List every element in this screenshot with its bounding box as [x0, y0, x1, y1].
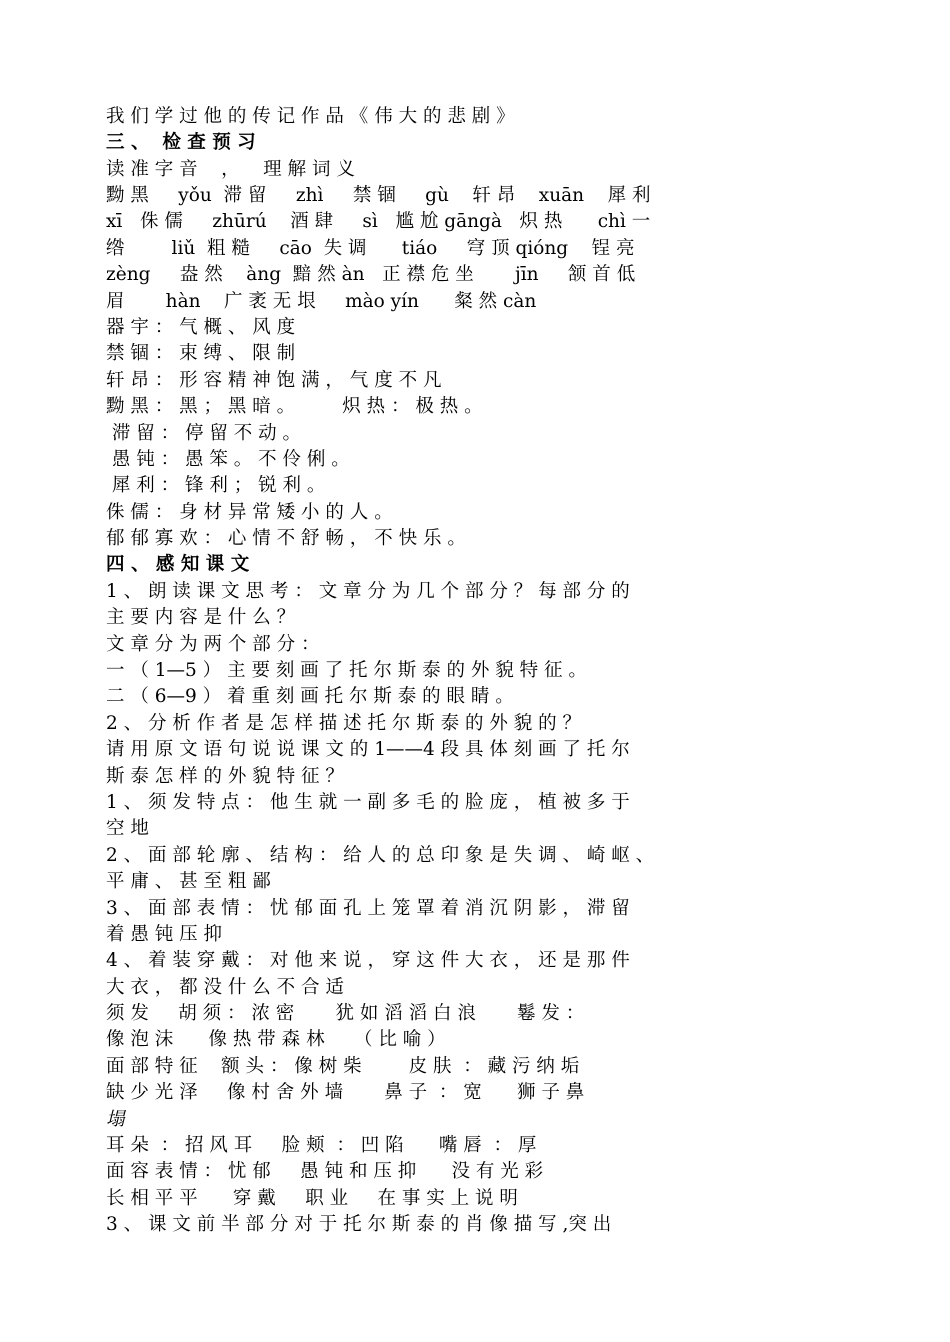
text-line: 犀 利 ： 锋 利 ； 锐 利 。	[106, 475, 326, 496]
text-line: 1 、 朗 读 课 文 思 考 ： 文 章 分 为 几 个 部 分 ？ 每 部 分 的	[106, 581, 630, 602]
text-line: 眉 hàn 广 袤 无 垠 mào yín 粲 然 càn	[106, 291, 537, 312]
text-line: 读 准 字 音 ， 理 解 词 义	[106, 159, 355, 180]
text-line: 禁 锢 ： 束 缚 、 限 制	[106, 343, 296, 364]
text-line: 请 用 原 文 语 句 说 说 课 文 的 1——4 段 具 体 刻 画 了 托 尔	[106, 739, 630, 760]
text-line: 侏 儒 ： 身 材 异 常 矮 小 的 人 。	[106, 502, 393, 523]
text-line: 大 衣 ， 都 没 什 么 不 合 适	[106, 977, 344, 998]
text-line: xī 侏 儒 zhūrú 酒 肆 sì 尴 尬 gāngà 炽 热 chì 一	[106, 211, 651, 232]
text-line: 1 、 须 发 特 点 ： 他 生 就 一 副 多 毛 的 脸 庞 ， 植 被 多 于	[106, 792, 630, 813]
text-line: 3 、 面 部 表 情 ： 忧 郁 面 孔 上 笼 罩 着 消 沉 阴 影 ， 滞 留	[106, 898, 630, 919]
text-line: 耳 朵 ： 招 风 耳 脸 颊 ： 凹 陷 嘴 唇 ： 厚	[106, 1135, 537, 1156]
text-line: 器 宇 ： 气 概 、 风 度	[106, 317, 296, 338]
text-line: 2 、 分 析 作 者 是 怎 样 描 述 托 尔 斯 泰 的 外 貌 的 ？	[106, 713, 582, 734]
text-line: 面 部 特 征 额 头 ： 像 树 柴 皮 肤 ： 藏 污 纳 垢	[106, 1056, 580, 1077]
text-line: 二 （ 6—9 ） 着 重 刻 画 托 尔 斯 泰 的 眼 睛 。	[106, 686, 514, 707]
text-line: 滞 留 ： 停 留 不 动 。	[106, 423, 302, 444]
text-line: 我 们 学 过 他 的 传 记 作 品 《 伟 大 的 悲 剧 》	[106, 106, 515, 127]
text-line: 4 、 着 装 穿 戴 ： 对 他 来 说 ， 穿 这 件 大 衣 ， 还 是 那 件	[106, 950, 630, 971]
text-line: 郁 郁 寡 欢 ： 心 情 不 舒 畅 ， 不 快 乐 。	[106, 528, 466, 549]
text-line: 轩 昂 ： 形 容 精 神 饱 满 ， 气 度 不 凡	[106, 370, 442, 391]
text-line: 平 庸 、 甚 至 粗 鄙	[106, 871, 271, 892]
section-heading-4: 四 、 感 知 课 文	[106, 554, 250, 575]
text-line: 塌	[106, 1109, 125, 1130]
text-line: 一 （ 1—5 ） 主 要 刻 画 了 托 尔 斯 泰 的 外 貌 特 征 。	[106, 660, 587, 681]
text-line: 黝 黑 yǒu 滞 留 zhì 禁 锢 gù 轩 昂 xuān 犀 利	[106, 185, 651, 206]
text-line: 绺 liǔ 粗 糙 cāo 失 调 tiáo 穹 顶 qióng 锃 亮	[106, 238, 635, 259]
text-line: 斯 泰 怎 样 的 外 貌 特 征 ？	[106, 766, 344, 787]
text-line: zèng 盎 然 àng 黯 然 àn 正 襟 危 坐 jīn 颔 首 低	[106, 264, 636, 285]
text-line: 须 发 胡 须 ： 浓 密 犹 如 滔 滔 白 浪 鬈 发 ：	[106, 1003, 585, 1024]
text-line: 长 相 平 平 穿 戴 职 业 在 事 实 上 说 明	[106, 1188, 518, 1209]
text-line: 2 、 面 部 轮 廓 、 结 构 ： 给 人 的 总 印 象 是 失 调 、 崎 岖 、	[106, 845, 655, 866]
section-heading-3: 三 、 检 查 预 习	[106, 132, 256, 153]
text-line: 愚 钝 ： 愚 笨 。 不 伶 俐 。	[106, 449, 350, 470]
text-line: 空 地	[106, 818, 149, 839]
text-line: 主 要 内 容 是 什 么 ？	[106, 607, 296, 628]
text-line: 3 、 课 文 前 半 部 分 对 于 托 尔 斯 泰 的 肖 像 描 写 ,突 出	[106, 1214, 612, 1235]
text-line: 着 愚 钝 压 抑	[106, 924, 223, 945]
text-line: 像 泡 沫 像 热 带 森 林 （ 比 喻 ）	[106, 1029, 446, 1050]
text-line: 缺 少 光 泽 像 村 舍 外 墙 鼻 子 ： 宽 狮 子 鼻	[106, 1082, 585, 1103]
text-line: 文 章 分 为 两 个 部 分 ：	[106, 634, 320, 655]
text-line: 黝 黑 ： 黑 ； 黑 暗 。 炽 热 ： 极 热 。	[106, 396, 483, 417]
text-line: 面 容 表 情 ： 忧 郁 愚 钝 和 压 抑 没 有 光 彩	[106, 1161, 544, 1182]
